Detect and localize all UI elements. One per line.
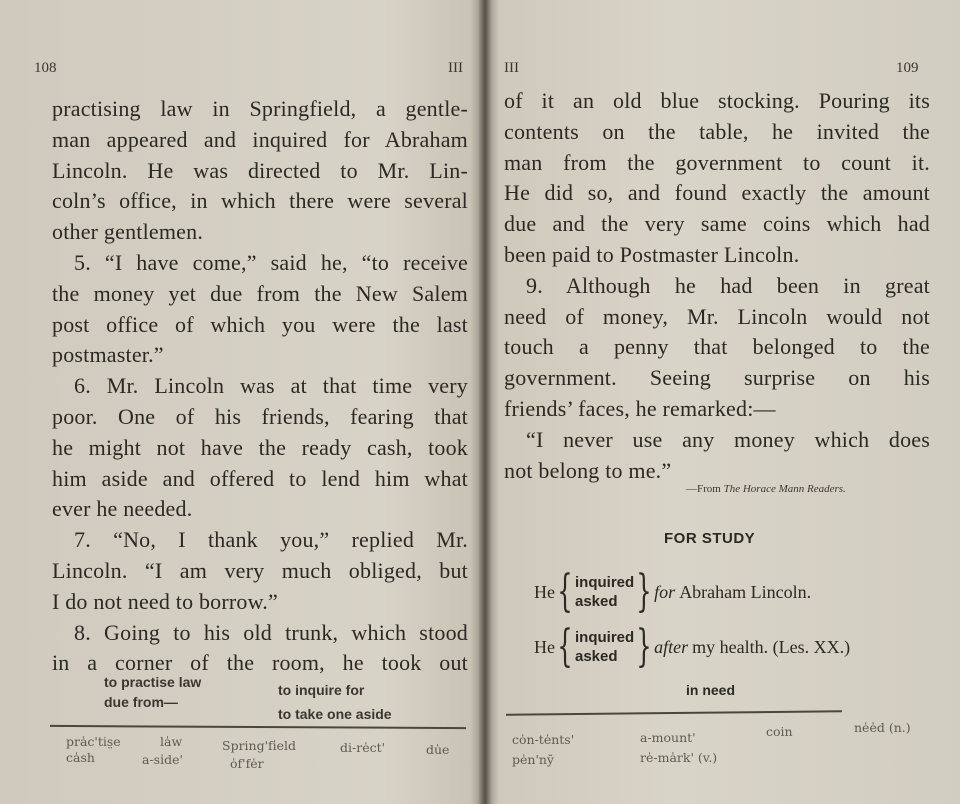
pronunciation-word: coin (766, 724, 793, 739)
text-line: in a corner of the room, he took out (52, 650, 468, 676)
text-line: touch a penny that belonged to the (504, 334, 930, 360)
text-line: been paid to Postmaster Lincoln. (504, 241, 800, 267)
page-number: 109 (896, 60, 919, 76)
source-title: The Horace Mann Readers. (723, 483, 846, 495)
source-citation (686, 483, 846, 495)
study-subject: He (534, 581, 555, 602)
text-line: Lincoln. He was directed to Mr. Lin- (52, 157, 468, 183)
text-line: poor. One of his friends, fearing that (52, 403, 468, 429)
text-line: 6. Mr. Lincoln was at that time very (74, 373, 468, 399)
text-line: other gentlemen. (52, 219, 204, 245)
left-brace-icon: { (557, 566, 573, 617)
footer-rule (506, 710, 842, 716)
vocab-column (104, 672, 201, 712)
study-options (575, 628, 634, 666)
text-line: 8. Going to his old trunk, which stood (74, 619, 468, 645)
study-extra: in need (686, 682, 736, 698)
text-line: postmaster.” (52, 342, 164, 368)
chapter-number: III (504, 60, 519, 76)
study-subject: He (534, 636, 555, 657)
pronunciation-word: pra̍c'tis̤e (66, 734, 121, 749)
right-brace-icon: } (636, 566, 652, 617)
vocab-item: to take one aside (278, 706, 392, 722)
text-line: man appeared and inquired for Abraham (52, 126, 468, 152)
text-line: practising law in Springfield, a gentle- (52, 96, 468, 121)
study-option: inquired (575, 574, 635, 591)
text-line: not belong to me.” (504, 457, 672, 483)
text-line: 7. “No, I thank you,” replied Mr. (74, 527, 468, 553)
study-option: inquired (575, 629, 635, 646)
study-preposition: for (654, 581, 676, 602)
vocab-column (278, 678, 392, 726)
pronunciation-word: re̍-ma̍rk' (v.) (640, 750, 718, 765)
study-preposition: after (654, 636, 689, 657)
text-line: contents on the table, he invited the (504, 118, 930, 144)
pronunciation-word: di-re̍ct' (340, 740, 386, 755)
text-line: 9. Although he had been in great (526, 272, 930, 298)
chapter-number: III (448, 60, 463, 76)
right-brace-icon: } (636, 621, 652, 672)
text-line: he might not have the ready cash, took (52, 434, 468, 460)
text-line: need of money, Mr. Lincoln would not (504, 303, 930, 329)
text-line: coln’s office, in which there were several (52, 188, 468, 214)
text-line: due and the very same coins which had (504, 211, 930, 237)
text-line: I do not need to borrow.” (52, 588, 278, 614)
text-line: government. Seeing surprise on his (504, 365, 930, 391)
text-line: 5. “I have come,” said he, “to receive (74, 249, 468, 275)
body-text (504, 86, 930, 486)
page-number: 108 (34, 60, 57, 76)
study-rest: my health. (Les. XX.) (692, 636, 851, 657)
pronunciation-word: ca̍sh (66, 750, 95, 765)
right-page (492, 0, 960, 804)
study-option: asked (575, 593, 618, 610)
study-options (575, 573, 634, 611)
text-line: man from the government to count it. (504, 149, 930, 175)
text-line: of it an old blue stocking. Pouring its (504, 88, 930, 113)
text-line: ever he needed. (52, 496, 193, 522)
pronunciation-word: pe̍n'ny̆ (512, 752, 554, 767)
pronunciation-word: ne̍e̍d (n.) (854, 720, 911, 735)
text-line: “I never use any money which does (526, 426, 930, 452)
pronunciation-word: a-si̍de' (142, 752, 183, 767)
pronunciation-word: Spring'fi̍eld (222, 738, 297, 753)
text-line: post office of which you were the last (52, 311, 468, 337)
left-brace-icon: { (557, 621, 573, 672)
study-rest: Abraham Lincoln. (679, 581, 812, 602)
body-text (52, 94, 468, 679)
vocab-item: due from— (104, 694, 178, 710)
book-gutter (478, 0, 492, 804)
study-example (534, 566, 812, 617)
text-line: the money yet due from the New Salem (52, 280, 468, 306)
pronunciation-word: la̍w (160, 734, 183, 749)
source-prefix: —From (686, 483, 724, 495)
study-option: asked (575, 648, 618, 665)
vocab-item: to inquire for (278, 682, 365, 698)
footer-rule (50, 725, 466, 729)
pronunciation-word: a-mount' (640, 730, 696, 745)
study-example (534, 621, 851, 672)
text-line: Lincoln. “I am very much obliged, but (52, 557, 468, 583)
pronunciation-word: du̍e (426, 742, 450, 757)
text-line: friends’ faces, he remarked:— (504, 395, 776, 421)
text-line: He did so, and found exactly the amount (504, 180, 930, 206)
vocab-item: to practise law (104, 674, 202, 690)
pronunciation-word: co̍n-te̍nts' (512, 732, 575, 747)
pronunciation-word: o̍f'fe̍r (230, 756, 264, 771)
study-title: FOR STUDY (664, 530, 756, 547)
text-line: him aside and offered to lend him what (52, 465, 468, 491)
